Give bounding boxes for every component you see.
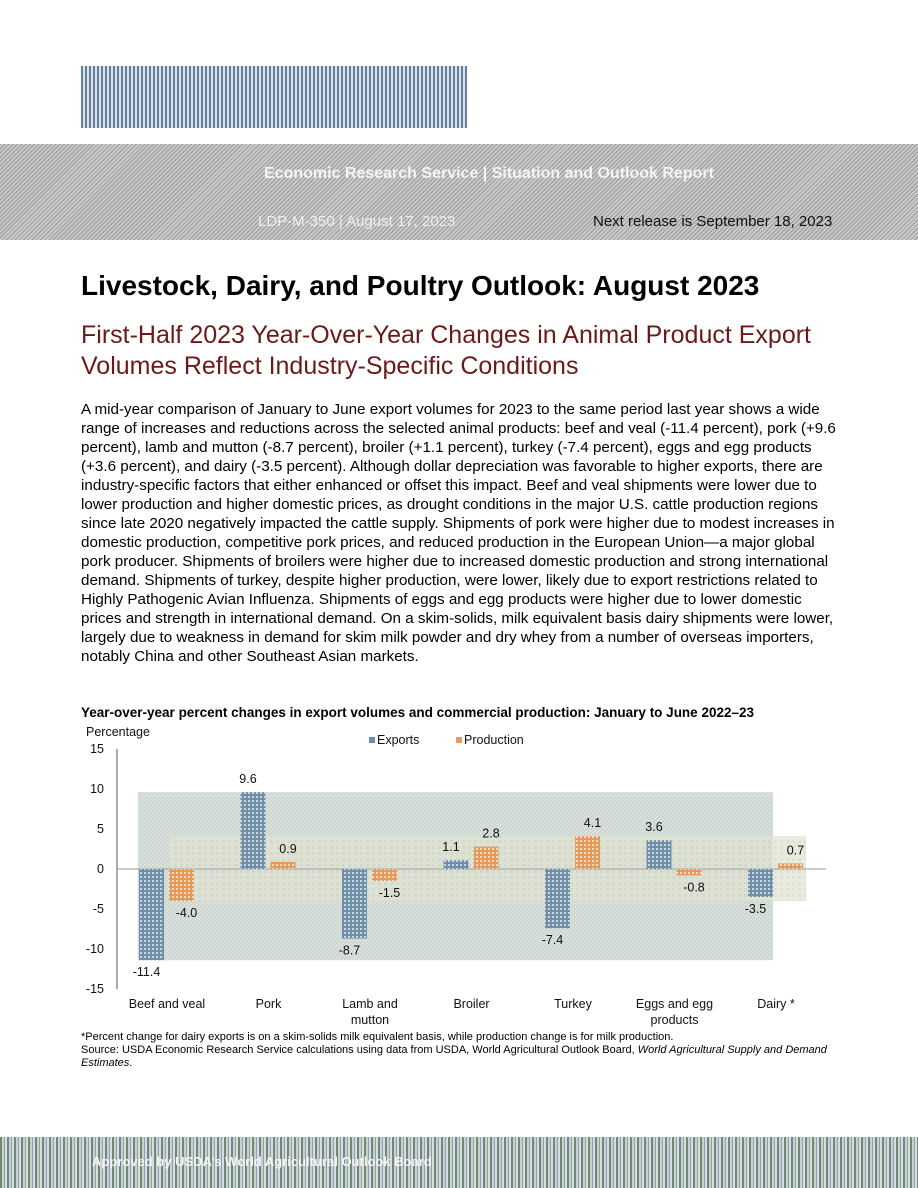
usda-ers-logo <box>81 66 467 128</box>
x-category-label: mutton <box>350 1013 390 1027</box>
x-category-label: Dairy * <box>757 997 795 1011</box>
article-subtitle: First-Half 2023 Year-Over-Year Changes in Animal Product Export Volumes Reflect Industry-Specific Conditions <box>81 321 811 380</box>
export-bar <box>647 840 672 869</box>
export-bar <box>545 869 570 928</box>
dairy-footnote: *Percent change for dairy exports is on a skim-solids milk equivalent basis, while production change is for milk production. <box>81 1031 674 1043</box>
source-note <box>81 1044 841 1070</box>
x-category-label: products <box>650 1013 699 1027</box>
export-bar <box>241 792 266 869</box>
export-value-label: 1.1 <box>442 840 460 855</box>
footer-approval-text: Approved by USDA’s World Agricultural Outlook Board <box>92 1154 432 1169</box>
export-value-label: -8.7 <box>338 943 361 958</box>
report-title: Livestock, Dairy, and Poultry Outlook: August 2023 <box>81 270 760 301</box>
export-production-chart <box>0 720 918 1030</box>
source-suffix: . <box>129 1057 133 1069</box>
chart-footnote-block <box>81 1031 841 1070</box>
chart-title: Year-over-year percent changes in export volumes and commercial production: January to June 2022–23 <box>81 705 754 720</box>
production-value-label: 4.1 <box>583 816 602 831</box>
banner-series-title: Economic Research Service | Situation and Outlook Report <box>264 165 714 182</box>
y-tick-label: -5 <box>92 902 104 916</box>
banner-report-id-date: LDP-M-350 | August 17, 2023 <box>258 213 456 230</box>
article-body: A mid-year comparison of January to June export volumes for 2023 to the same period last year shows a wide range of increases and reductions across the selected animal products: beef and veal (-11.4 percent), pork (+9.6 percent), lamb and mutton (-8.7 percent), broiler (+1.1 percent), turkey (-7.4 percent), eggs and egg products (+3.6 percent), and dairy (-3.5 percent). Although dollar depreciation was favorable to higher exports, there are industry-specific factors that either enhanced or offset this impact. Beef and veal shipments were lower due to lower production and higher domestic prices, as drought conditions in the major U.S. cattle production regions since late 2020 negatively impacted the cattle supply. Shipments of pork were higher due to modest increases in domestic production, competitive pork prices, and reduced production in the European Union—a major global pork producer. Shipments of broilers were higher due to increased domestic production and strong international demand. Shipments of turkey, despite higher production, were lower, likely due to export restrictions related to Highly Pathogenic Avian Influenza. Shipments of eggs and egg products were higher due to lower domestic prices and strength in international demand. On a skim-solids, milk equivalent basis dairy shipments were lower, largely due to weakness in demand for skim milk powder and dry whey from a number of overseas importers, notably China and other Southeast Asian markets. <box>81 401 836 665</box>
x-category-label: Broiler <box>453 997 490 1011</box>
export-bar <box>748 869 773 897</box>
export-value-label: 3.6 <box>645 820 663 835</box>
legend-label-production: Production <box>464 733 524 747</box>
y-tick-label: 0 <box>97 862 104 876</box>
production-bar <box>474 847 499 869</box>
source-prefix: Source: USDA Economic Research Service calculations using data from USDA, World Agricultural Outlook Board, <box>81 1044 638 1056</box>
production-bar <box>169 869 194 901</box>
export-value-label: 9.6 <box>239 772 257 787</box>
y-tick-label: 5 <box>97 822 104 836</box>
export-value-label: -11.4 <box>132 965 161 980</box>
x-category-label: Turkey <box>554 997 592 1011</box>
export-value-label: -7.4 <box>541 933 564 948</box>
legend-label-exports: Exports <box>377 733 420 747</box>
export-value-label: -3.5 <box>744 902 767 916</box>
y-tick-label: -10 <box>85 942 104 956</box>
x-category-label: Lamb and <box>342 997 398 1011</box>
y-tick-label: 10 <box>90 782 104 796</box>
y-tick-label: 15 <box>90 742 104 756</box>
production-value-label: 2.8 <box>482 826 500 841</box>
export-bar <box>139 869 164 960</box>
x-category-label: Beef and veal <box>128 997 206 1011</box>
production-value-label: -0.8 <box>683 880 705 895</box>
export-bar <box>444 860 469 869</box>
production-bar <box>271 862 296 869</box>
y-axis-label: Percentage <box>86 725 150 739</box>
source-publication: World Agricultural Supply and Demand Estimates <box>81 1044 827 1069</box>
x-category-label: Pork <box>255 997 282 1011</box>
y-tick-label: -15 <box>85 982 104 996</box>
production-bar <box>575 836 600 869</box>
legend-swatch-production <box>456 737 462 743</box>
production-value-label: 0.9 <box>279 841 297 856</box>
production-bar <box>778 863 803 869</box>
x-category-label: Eggs and egg <box>635 997 714 1011</box>
production-value-label: -4.0 <box>175 906 198 920</box>
production-value-label: 0.7 <box>786 843 805 858</box>
legend-swatch-exports <box>369 737 375 743</box>
production-value-label: -1.5 <box>378 886 401 900</box>
export-bar <box>342 869 367 939</box>
production-bar <box>372 869 397 881</box>
banner-next-release: Next release is September 18, 2023 <box>593 213 833 230</box>
production-bar <box>677 869 702 875</box>
